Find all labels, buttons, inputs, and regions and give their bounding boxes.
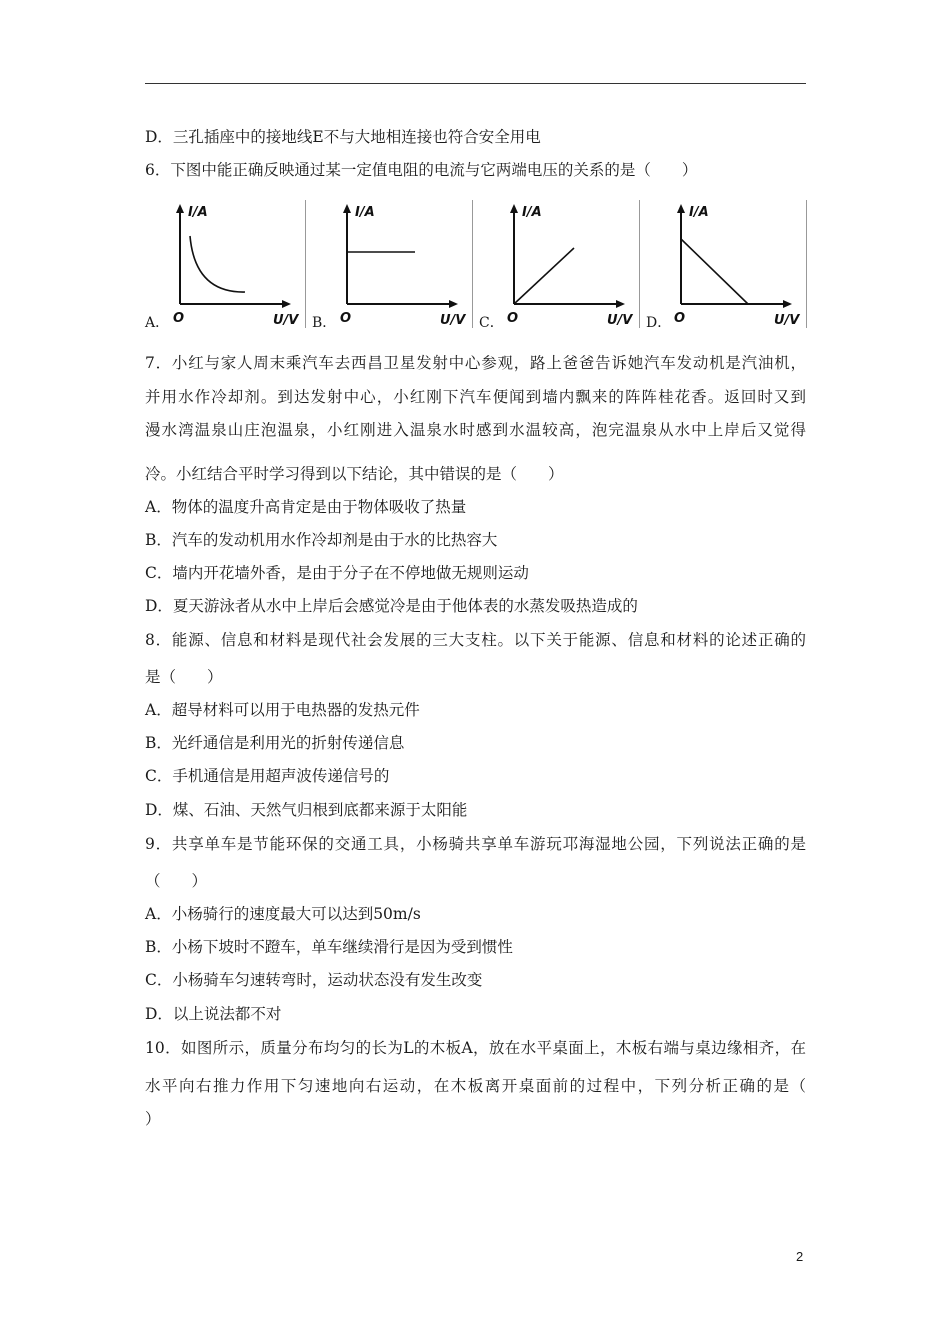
graph-c-x-arrow	[616, 300, 625, 308]
graph-c-letter: C．	[479, 315, 504, 331]
q9-option-a: A．小杨骑行的速度最大可以达到50m/s	[145, 905, 421, 923]
graph-a-curve	[190, 236, 245, 292]
graph-c-xlabel: U/V	[607, 313, 633, 328]
q7-option-c: C．墙内开花墙外香，是由于分子在不停地做无规则运动	[145, 564, 529, 582]
q8-option-a: A．超导材料可以用于电热器的发热元件	[145, 701, 420, 719]
q8-stem-2: 是（ ）	[145, 668, 223, 686]
graph-d-plot	[646, 196, 811, 332]
q7-option-d: D．夏天游泳者从水中上岸后会感觉冷是由于他体表的水蒸发吸热造成的	[145, 597, 638, 615]
q9-option-d: D．以上说法都不对	[145, 1005, 282, 1023]
graph-c-origin: O	[507, 311, 519, 326]
q6-stem: 6．下图中能正确反映通过某一定值电阻的电流与它两端电压的关系的是（ ）	[145, 161, 698, 179]
graph-c-line	[514, 248, 574, 304]
q8-option-d: D．煤、石油、天然气归根到底都来源于太阳能	[145, 801, 468, 819]
graph-a-origin: O	[173, 311, 185, 326]
graph-d	[646, 196, 811, 332]
q8-option-b: B．光纤通信是利用光的折射传递信息	[145, 734, 405, 752]
panel-divider	[639, 200, 640, 328]
q6-graphs	[145, 196, 807, 332]
panel-divider	[305, 200, 306, 328]
graph-d-line	[681, 239, 748, 304]
q10-stem-2: 水平向右推力作用下匀速地向右运动，在木板离开桌面前的过程中，下列分析正确的是（	[145, 1077, 806, 1095]
graph-b-x-arrow	[449, 300, 458, 308]
graph-b-ylabel: I/A	[355, 205, 375, 220]
graph-d-origin: O	[674, 311, 686, 326]
q8-stem-1: 8．能源、信息和材料是现代社会发展的三大支柱。以下关于能源、信息和材料的论述正确的	[145, 631, 806, 649]
q10-stem-1: 10．如图所示，质量分布均匀的长为L的木板A，放在水平桌面上，木板右端与桌边缘相齐，在	[145, 1039, 806, 1057]
q10-stem-3: ）	[145, 1110, 161, 1128]
graph-a-y-arrow	[176, 204, 184, 213]
q7-option-a: A．物体的温度升高肯定是由于物体吸收了热量	[145, 498, 467, 516]
graph-c-ylabel: I/A	[522, 205, 542, 220]
graph-d-x-arrow	[783, 300, 792, 308]
graph-a	[145, 196, 310, 332]
q7-stem-1: 7．小红与家人周末乘汽车去西昌卫星发射中心参观，路上爸爸告诉她汽车发动机是汽油机，	[145, 354, 806, 372]
graph-d-letter: D．	[646, 315, 672, 331]
header-rule	[145, 83, 806, 84]
graph-b-xlabel: U/V	[440, 313, 466, 328]
q9-option-b: B．小杨下坡时不蹬车，单车继续滑行是因为受到惯性	[145, 938, 513, 956]
graph-c	[479, 196, 644, 332]
graph-a-plot	[145, 196, 310, 332]
graph-a-x-arrow	[282, 300, 291, 308]
graph-c-y-arrow	[510, 204, 518, 213]
q7-stem-3: 漫水湾温泉山庄泡温泉，小红刚进入温泉水时感到水温较高，泡完温泉从水中上岸后又觉得	[145, 421, 806, 439]
page-number: 2	[796, 1249, 804, 1264]
q9-stem-1: 9．共享单车是节能环保的交通工具，小杨骑共享单车游玩邛海湿地公园，下列说法正确的是	[145, 835, 806, 853]
graph-d-ylabel: I/A	[689, 205, 709, 220]
q7-option-b: B．汽车的发动机用水作冷却剂是由于水的比热容大	[145, 531, 498, 549]
graph-a-letter: A．	[145, 315, 170, 331]
graph-b-plot	[312, 196, 477, 332]
q9-stem-2: （ ）	[145, 872, 208, 890]
panel-divider	[806, 200, 807, 328]
graph-c-plot	[479, 196, 644, 332]
graph-b-origin: O	[340, 311, 352, 326]
q8-option-c: C．手机通信是用超声波传递信号的	[145, 767, 390, 785]
q7-stem-2: 并用水作冷却剂。到达发射中心，小红刚下汽车便闻到墙内飘来的阵阵桂花香。返回时又到	[145, 388, 806, 406]
q9-option-c: C．小杨骑车匀速转弯时，运动状态没有发生改变	[145, 971, 483, 989]
graph-d-y-arrow	[677, 204, 685, 213]
panel-divider	[472, 200, 473, 328]
graph-b	[312, 196, 477, 332]
graph-a-ylabel: I/A	[188, 205, 208, 220]
q5-option-d: D．三孔插座中的接地线E不与大地相连接也符合安全用电	[145, 128, 541, 146]
graph-a-xlabel: U/V	[273, 313, 299, 328]
q7-stem-4: 冷。小红结合平时学习得到以下结论，其中错误的是（ ）	[145, 465, 564, 483]
graph-b-y-arrow	[343, 204, 351, 213]
graph-b-letter: B．	[312, 315, 337, 331]
graph-d-xlabel: U/V	[774, 313, 800, 328]
